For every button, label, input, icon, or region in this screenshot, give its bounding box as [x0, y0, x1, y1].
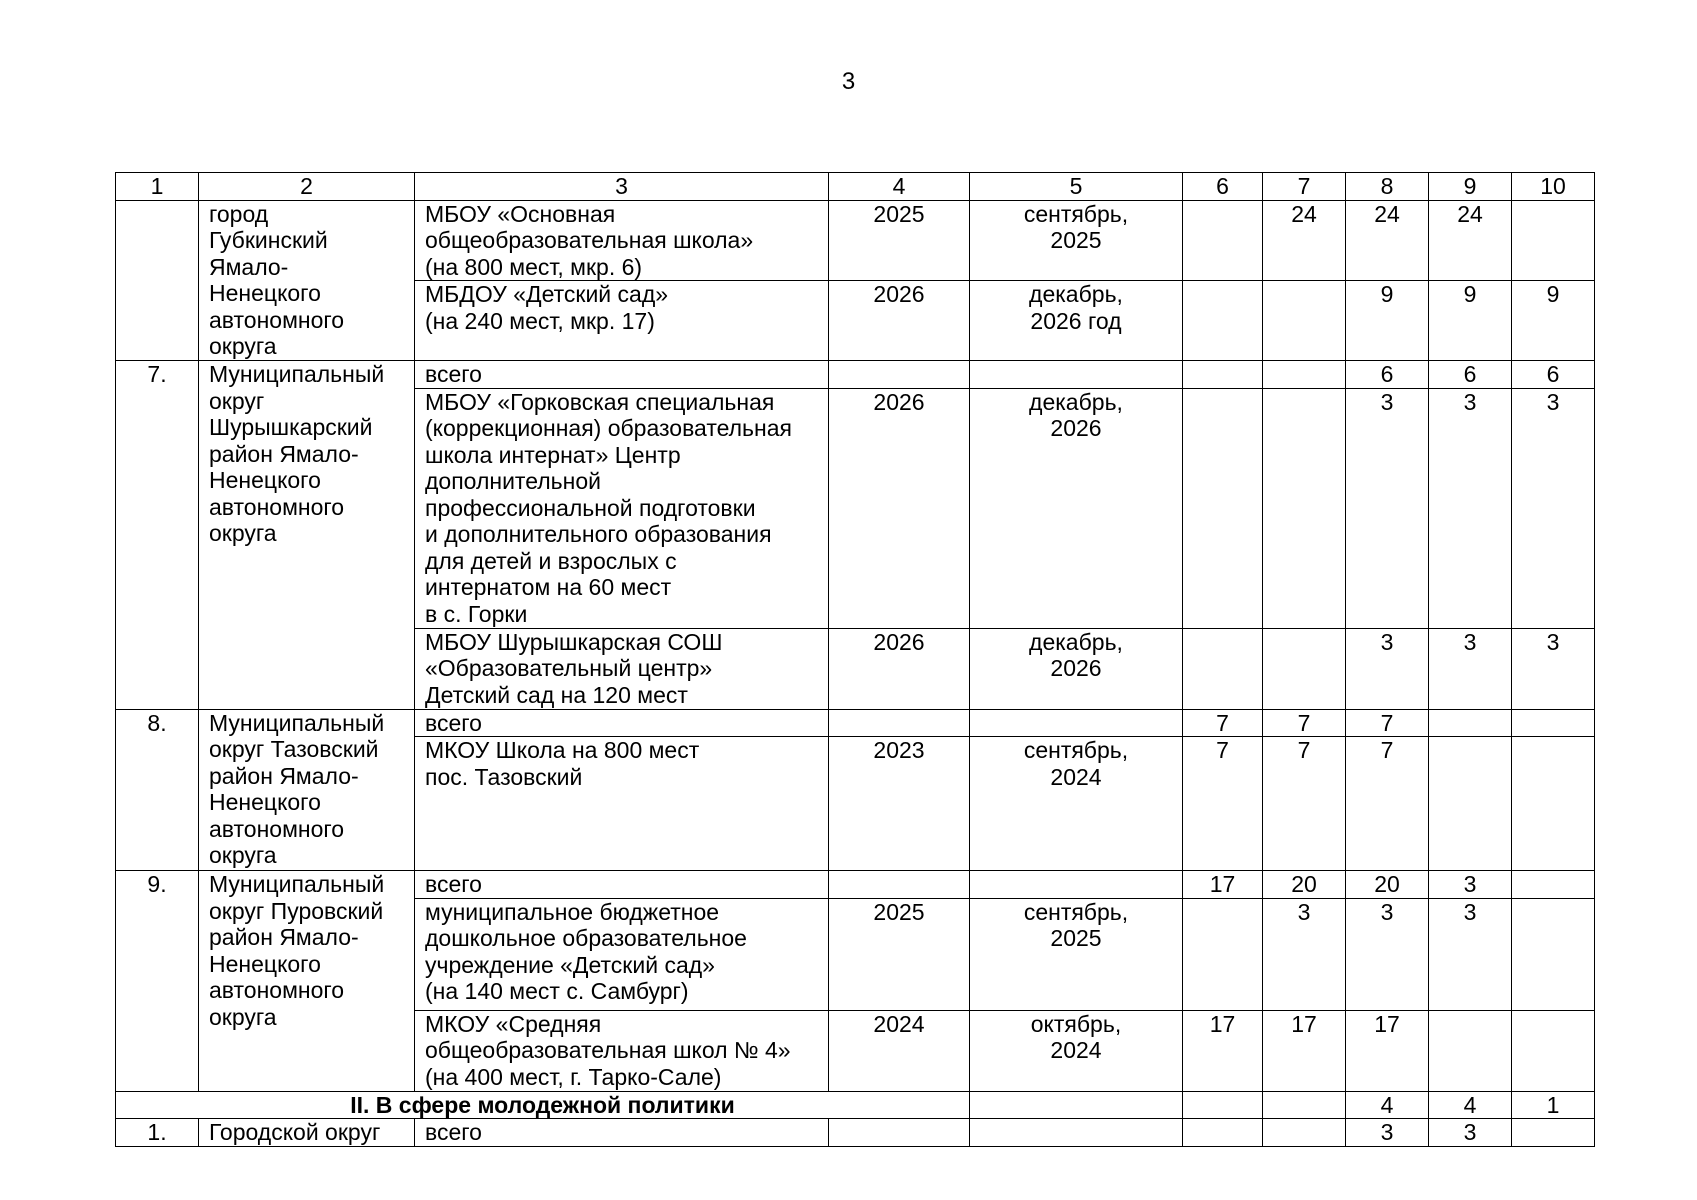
value-cell: [1512, 200, 1595, 281]
date-cell: [970, 1119, 1183, 1147]
value-cell: 1: [1512, 1091, 1595, 1119]
object-cell: МКОУ «Средняя общеобразовательная школ № 4» (на 400 мест, г. Тарко-Сале): [415, 1010, 829, 1091]
date-cell: сентябрь, 2024: [970, 737, 1183, 871]
value-cell: [1512, 1119, 1595, 1147]
section-title: II. В сфере молодежной политики: [116, 1091, 970, 1119]
value-cell: 7: [1346, 709, 1429, 737]
object-cell: всего: [415, 1119, 829, 1147]
value-cell: [1183, 898, 1263, 1010]
value-cell: 24: [1263, 200, 1346, 281]
value-cell: 7: [1263, 737, 1346, 871]
date-cell: декабрь, 2026 год: [970, 281, 1183, 361]
value-cell: 3: [1512, 628, 1595, 709]
value-cell: 9: [1346, 281, 1429, 361]
header-cell: 5: [970, 173, 1183, 201]
value-cell: [1512, 898, 1595, 1010]
table-row: [116, 200, 1595, 281]
value-cell: 3: [1346, 628, 1429, 709]
value-cell: 17: [1183, 1010, 1263, 1091]
header-cell: 3: [415, 173, 829, 201]
header-row: [116, 173, 1595, 201]
year-cell: 2023: [829, 737, 970, 871]
region-cell: город Губкинский Ямало- Ненецкого автономного округа: [199, 200, 415, 361]
object-cell: МБДОУ «Детский сад» (на 240 мест, мкр. 17): [415, 281, 829, 361]
value-cell: 4: [1429, 1091, 1512, 1119]
date-cell: [970, 1091, 1183, 1119]
row-number-cell: 9.: [116, 871, 199, 1092]
region-cell: Муниципальный округ Тазовский район Ямало- Ненецкого автономного округа: [199, 709, 415, 871]
value-cell: 3: [1263, 898, 1346, 1010]
year-cell: 2026: [829, 388, 970, 628]
value-cell: [1183, 200, 1263, 281]
date-cell: [970, 709, 1183, 737]
row-number-cell: [116, 200, 199, 361]
value-cell: 3: [1346, 898, 1429, 1010]
value-cell: 17: [1263, 1010, 1346, 1091]
year-cell: [829, 709, 970, 737]
value-cell: 20: [1263, 871, 1346, 899]
object-cell: МБОУ «Горковская специальная (коррекционная) образовательная школа интернат» Центр дополнительной профессиональной подготовки и дополнительного образования для детей и взрослых с интернатом на 60 мест в с. Горки: [415, 388, 829, 628]
value-cell: [1263, 1119, 1346, 1147]
object-cell: всего: [415, 871, 829, 899]
date-cell: [970, 871, 1183, 899]
header-cell: 2: [199, 173, 415, 201]
year-cell: 2025: [829, 898, 970, 1010]
plan-table: [115, 172, 1595, 1147]
section-row: [116, 1091, 1595, 1119]
value-cell: [1263, 388, 1346, 628]
header-cell: 9: [1429, 173, 1512, 201]
date-cell: сентябрь, 2025: [970, 200, 1183, 281]
value-cell: 20: [1346, 871, 1429, 899]
value-cell: 24: [1429, 200, 1512, 281]
region-cell: Городской округ: [199, 1119, 415, 1147]
value-cell: 24: [1346, 200, 1429, 281]
value-cell: 3: [1429, 628, 1512, 709]
value-cell: 7: [1183, 737, 1263, 871]
value-cell: 17: [1183, 871, 1263, 899]
year-cell: [829, 871, 970, 899]
object-cell: всего: [415, 709, 829, 737]
value-cell: [1512, 709, 1595, 737]
date-cell: октябрь, 2024: [970, 1010, 1183, 1091]
date-cell: декабрь, 2026: [970, 388, 1183, 628]
value-cell: [1183, 281, 1263, 361]
value-cell: 3: [1512, 388, 1595, 628]
row-number-cell: 1.: [116, 1119, 199, 1147]
value-cell: 3: [1429, 1119, 1512, 1147]
header-cell: 7: [1263, 173, 1346, 201]
value-cell: 7: [1346, 737, 1429, 871]
value-cell: [1263, 628, 1346, 709]
value-cell: [1429, 709, 1512, 737]
value-cell: 7: [1263, 709, 1346, 737]
row-number-cell: 7.: [116, 361, 199, 710]
year-cell: 2026: [829, 281, 970, 361]
year-cell: [829, 361, 970, 389]
date-cell: декабрь, 2026: [970, 628, 1183, 709]
value-cell: [1183, 628, 1263, 709]
year-cell: [829, 1119, 970, 1147]
region-cell: Муниципальный округ Шурышкарский район Ямало- Ненецкого автономного округа: [199, 361, 415, 710]
value-cell: 4: [1346, 1091, 1429, 1119]
table-row: [116, 1119, 1595, 1147]
value-cell: [1183, 1119, 1263, 1147]
value-cell: [1183, 361, 1263, 389]
value-cell: 6: [1429, 361, 1512, 389]
date-cell: сентябрь, 2025: [970, 898, 1183, 1010]
value-cell: [1263, 281, 1346, 361]
value-cell: [1429, 1010, 1512, 1091]
table-row: [116, 709, 1595, 737]
year-cell: 2026: [829, 628, 970, 709]
row-number-cell: 8.: [116, 709, 199, 871]
value-cell: [1183, 388, 1263, 628]
value-cell: 17: [1346, 1010, 1429, 1091]
value-cell: [1429, 737, 1512, 871]
value-cell: [1263, 1091, 1346, 1119]
value-cell: 3: [1346, 388, 1429, 628]
object-cell: МБОУ Шурышкарская СОШ «Образовательный центр» Детский сад на 120 мест: [415, 628, 829, 709]
object-cell: муниципальное бюджетное дошкольное образовательное учреждение «Детский сад» (на 140 мест с. Самбург): [415, 898, 829, 1010]
value-cell: 9: [1429, 281, 1512, 361]
value-cell: 9: [1512, 281, 1595, 361]
value-cell: [1183, 1091, 1263, 1119]
region-cell: Муниципальный округ Пуровский район Ямало- Ненецкого автономного округа: [199, 871, 415, 1092]
header-cell: 4: [829, 173, 970, 201]
object-cell: МБОУ «Основная общеобразовательная школа» (на 800 мест, мкр. 6): [415, 200, 829, 281]
table-row: [116, 871, 1595, 899]
value-cell: 7: [1183, 709, 1263, 737]
value-cell: 3: [1429, 388, 1512, 628]
date-cell: [970, 361, 1183, 389]
header-cell: 10: [1512, 173, 1595, 201]
page-number: 3: [841, 68, 856, 95]
header-cell: 1: [116, 173, 199, 201]
object-cell: МКОУ Школа на 800 мест пос. Тазовский: [415, 737, 829, 871]
object-cell: всего: [415, 361, 829, 389]
value-cell: [1263, 361, 1346, 389]
value-cell: 3: [1429, 898, 1512, 1010]
value-cell: 3: [1346, 1119, 1429, 1147]
value-cell: [1512, 737, 1595, 871]
value-cell: 6: [1512, 361, 1595, 389]
value-cell: [1512, 871, 1595, 899]
value-cell: 3: [1429, 871, 1512, 899]
header-cell: 6: [1183, 173, 1263, 201]
table-row: [116, 361, 1595, 389]
value-cell: [1512, 1010, 1595, 1091]
year-cell: 2025: [829, 200, 970, 281]
year-cell: 2024: [829, 1010, 970, 1091]
value-cell: 6: [1346, 361, 1429, 389]
header-cell: 8: [1346, 173, 1429, 201]
